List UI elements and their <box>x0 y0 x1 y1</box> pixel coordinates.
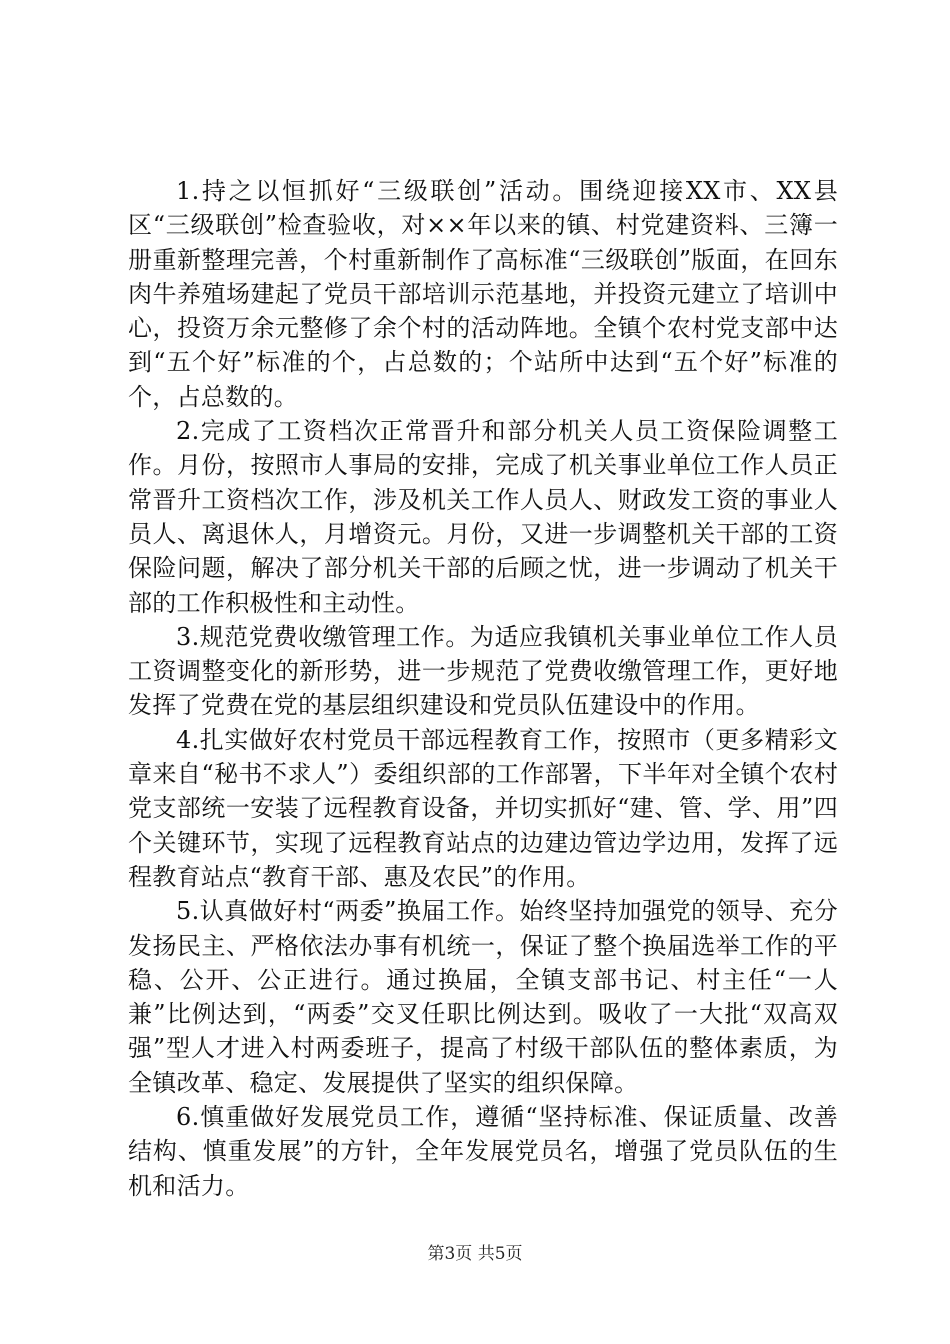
paragraph-3: 3.规范党费收缴管理工作。为适应我镇机关事业单位工作人员工资调整变化的新形势，进一步规范了党费收缴管理工作，更好地发挥了党费在党的基层组织建设和党员队伍建设中的作用。 <box>128 622 838 720</box>
paragraph-1: 1.持之以恒抓好“三级联创”活动。围绕迎接XX市、XX县区“三级联创”检查验收，对××年以来的镇、村党建资料、三簿一册重新整理完善，个村重新制作了高标准“三级联创”版面，在回东肉牛养殖场建起了党员干部培训示范基地，并投资元建立了培训中心，投资万余元整修了余个村的活动阵地。全镇个农村党支部中达到“五个好”标准的个，占总数的；个站所中达到“五个好”标准的个，占总数的。 <box>128 177 838 411</box>
document-body <box>128 174 838 1203</box>
page-footer: 第3页 共5页 <box>427 1244 523 1264</box>
paragraph-2: 2.完成了工资档次正常晋升和部分机关人员工资保险调整工作。月份，按照市人事局的安排，完成了机关事业单位工作人员正常晋升工资档次工作，涉及机关工作人员人、财政发工资的事业人员人、离退休人，月增资元。月份，又进一步调整机关干部的工资保险问题，解决了部分机关干部的后顾之忧，进一步调动了机关干部的工作积极性和主动性。 <box>128 417 838 617</box>
paragraph-6: 6.慎重做好发展党员工作，遵循“坚持标准、保证质量、改善结构、慎重发展”的方针，全年发展党员名，增强了党员队伍的生机和活力。 <box>128 1103 838 1200</box>
paragraph-4: 4.扎实做好农村党员干部远程教育工作，按照市（更多精彩文章来自“秘书不求人”）委组织部的工作部署，下半年对全镇个农村党支部统一安装了远程教育设备，并切实抓好“建、管、学、用”四个关键环节，实现了远程教育站点的边建边管边学边用，发挥了远程教育站点“教育干部、惠及农民”的作用。 <box>128 725 838 891</box>
paragraph-5: 5.认真做好村“两委”换届工作。始终坚持加强党的领导、充分发扬民主、严格依法办事有机统一，保证了整个换届选举工作的平稳、公开、公正进行。通过换届，全镇支部书记、村主任“一人兼”比例达到，“两委”交叉任职比例达到。吸收了一大批“双高双强”型人才进入村两委班子，提高了村级干部队伍的整体素质，为全镇改革、稳定、发展提供了坚实的组织保障。 <box>128 897 838 1097</box>
